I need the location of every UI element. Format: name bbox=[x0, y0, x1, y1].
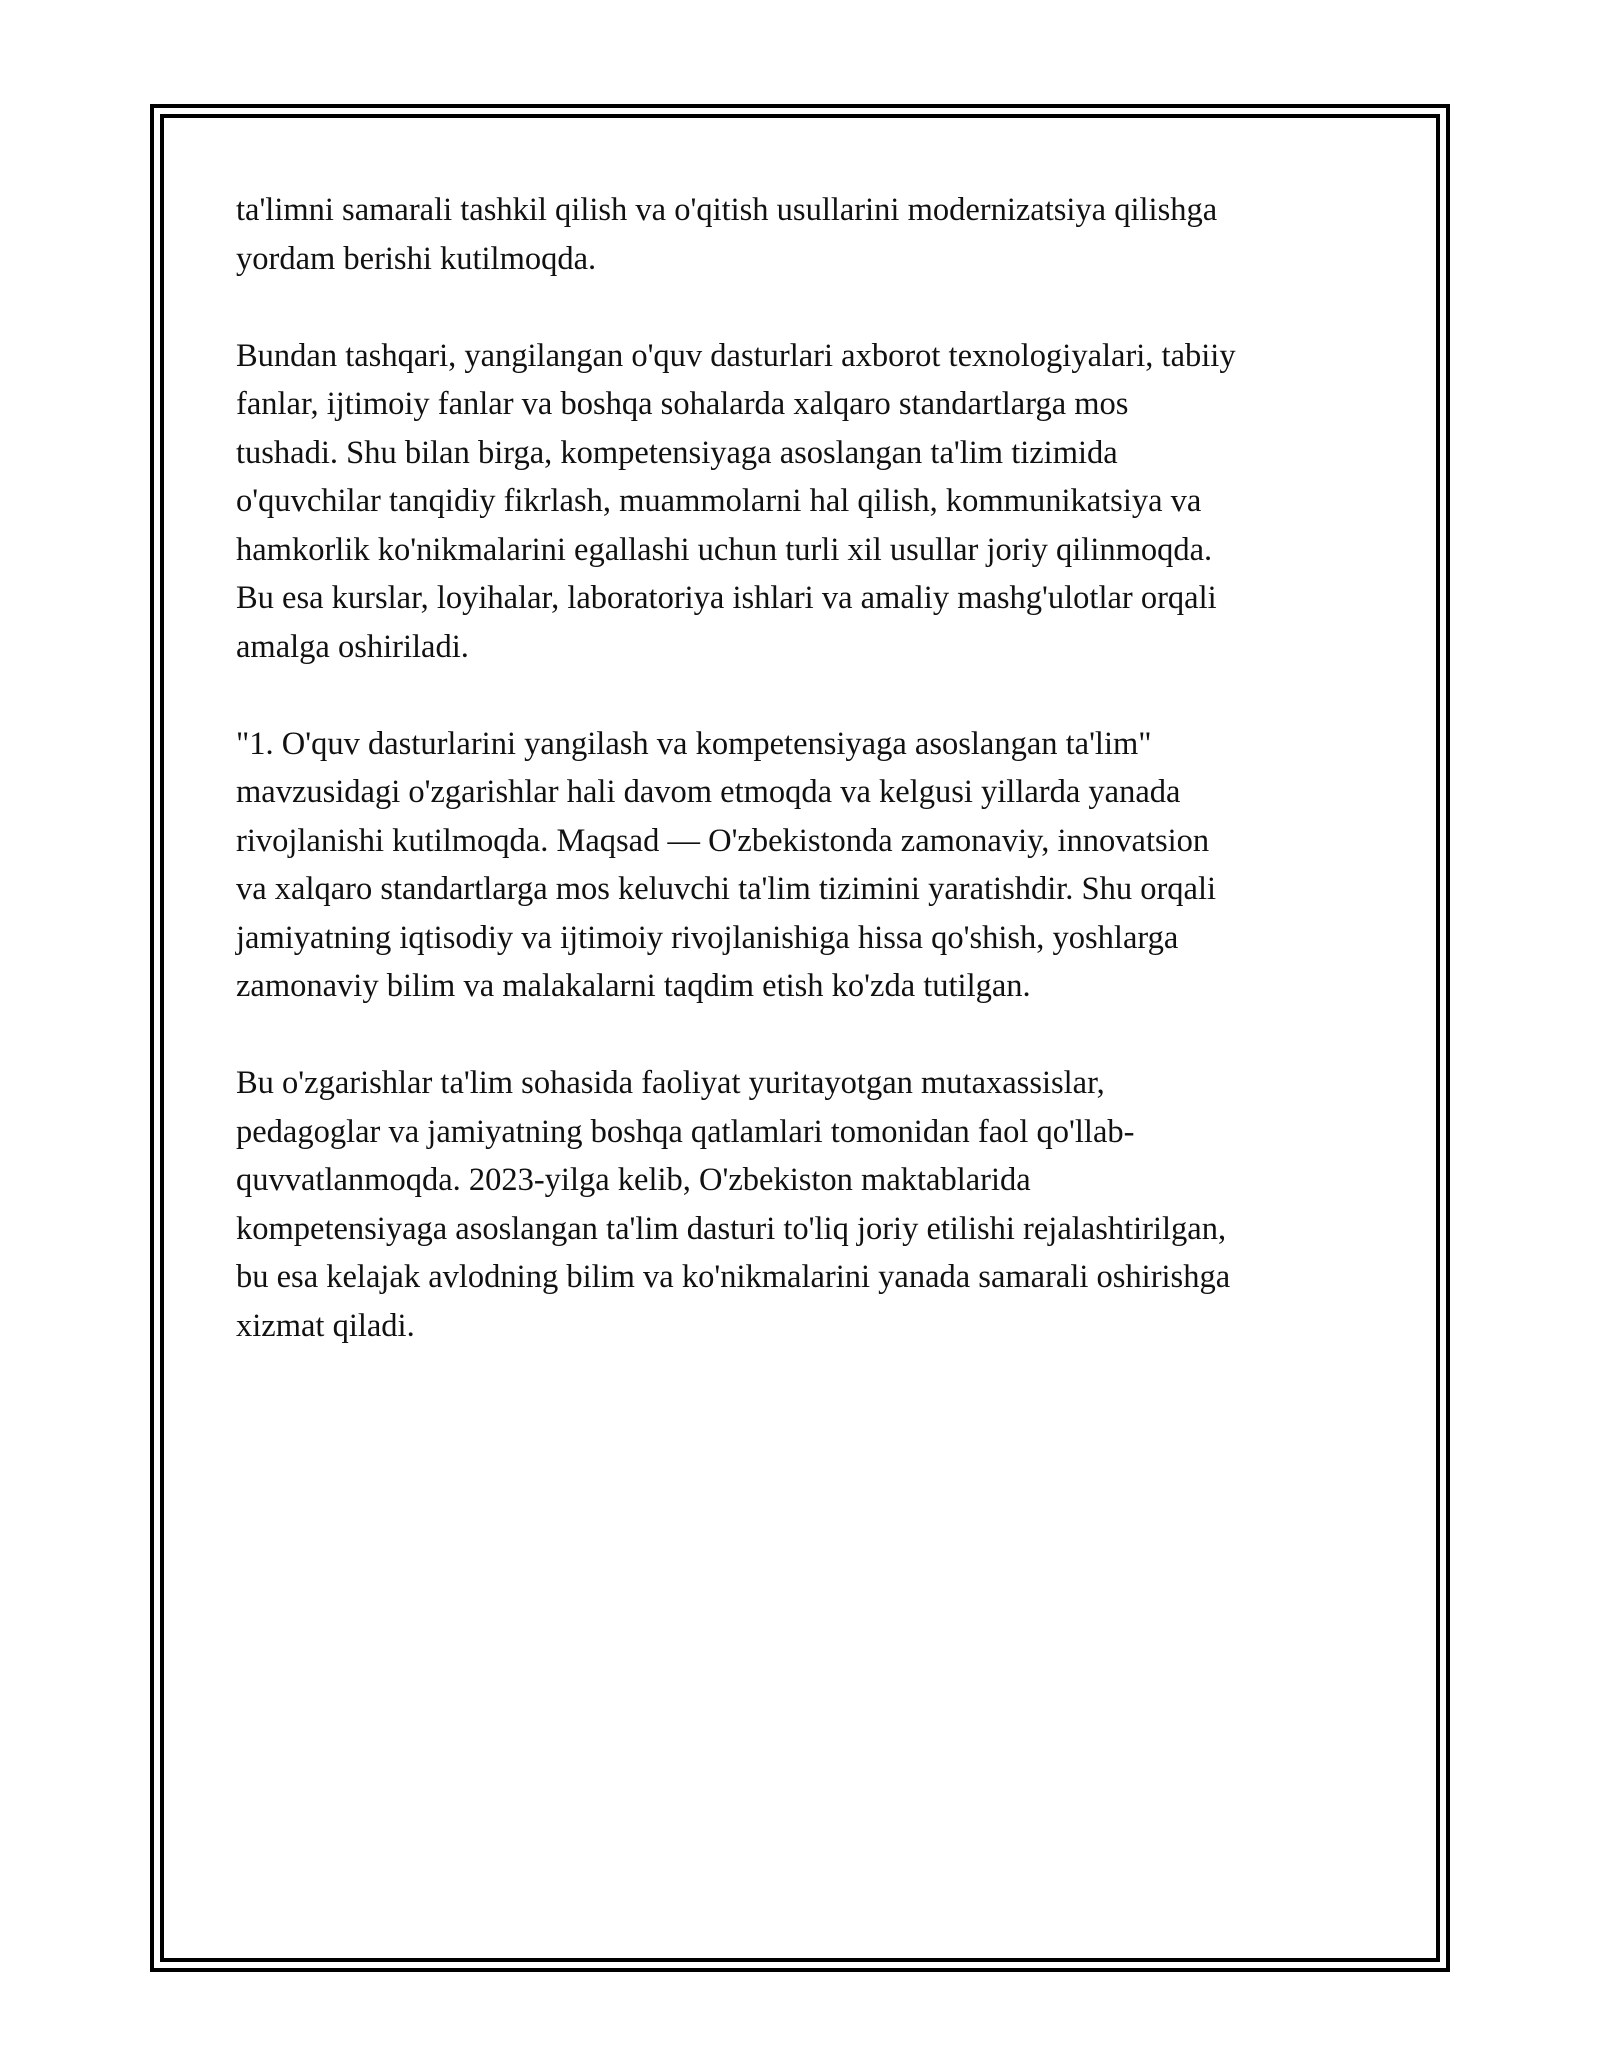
text-line: zamonaviy bilim va malakalarni taqdim etish ko'zda tutilgan. bbox=[236, 968, 1031, 1004]
text-line: mavzusidagi o'zgarishlar hali davom etmoqda va kelgusi yillarda yanada bbox=[236, 774, 1181, 810]
text-line: va xalqaro standartlarga mos keluvchi ta'lim tizimini yaratishdir. Shu orqali bbox=[236, 871, 1217, 907]
paragraph-4 bbox=[236, 1059, 1386, 1350]
text-line: jamiyatning iqtisodiy va ijtimoiy rivojlanishiga hissa qo'shish, yoshlarga bbox=[236, 919, 1179, 956]
text-line: yordam berishi kutilmoqda. bbox=[236, 240, 597, 277]
text-line: hamkorlik ko'nikmalarini egallashi uchun turli xil usullar joriy qilinmoqda. bbox=[236, 531, 1213, 568]
text-line: quvvatlanmoqda. 2023-yilga kelib, O'zbekiston maktablarida bbox=[236, 1162, 1031, 1198]
text-line: ta'limni samarali tashkil qilish va o'qitish usullarini modernizatsiya qilishga bbox=[236, 192, 1218, 228]
document-body bbox=[236, 186, 1386, 1399]
text-line: Bundan tashqari, yangilangan o'quv dasturlari axborot texnologiyalari, tabiiy bbox=[236, 337, 1236, 374]
text-line: tushadi. Shu bilan birga, kompetensiyaga asoslangan ta'lim tizimida bbox=[236, 434, 1118, 471]
text-line: fanlar, ijtimoiy fanlar va boshqa sohalarda xalqaro standartlarga mos bbox=[236, 386, 1129, 422]
text-line: Bu o'zgarishlar ta'lim sohasida faoliyat yuritayotgan mutaxassislar, bbox=[236, 1065, 1105, 1101]
paragraph-1 bbox=[236, 186, 1386, 283]
paragraph-3 bbox=[236, 720, 1386, 1011]
text-line: rivojlanishi kutilmoqda. Maqsad — O'zbekistonda zamonaviy, innovatsion bbox=[236, 822, 1210, 859]
text-line: amalga oshiriladi. bbox=[236, 628, 469, 665]
text-line: o'quvchilar tanqidiy fikrlash, muammolarni hal qilish, kommunikatsiya va bbox=[236, 483, 1202, 519]
text-line: xizmat qiladi. bbox=[236, 1307, 415, 1344]
text-line: "1. O'quv dasturlarini yangilash va kompetensiyaga asoslangan ta'lim" bbox=[236, 725, 1152, 762]
paragraph-2 bbox=[236, 332, 1386, 672]
text-line: bu esa kelajak avlodning bilim va ko'nikmalarini yanada samarali oshirishga bbox=[236, 1259, 1231, 1295]
text-line: kompetensiyaga asoslangan ta'lim dasturi to'liq joriy etilishi rejalashtirilgan, bbox=[236, 1210, 1227, 1247]
text-line: pedagoglar va jamiyatning boshqa qatlamlari tomonidan faol qo'llab- bbox=[236, 1113, 1135, 1150]
text-line: Bu esa kurslar, loyihalar, laboratoriya ishlari va amaliy mashg'ulotlar orqali bbox=[236, 580, 1217, 616]
